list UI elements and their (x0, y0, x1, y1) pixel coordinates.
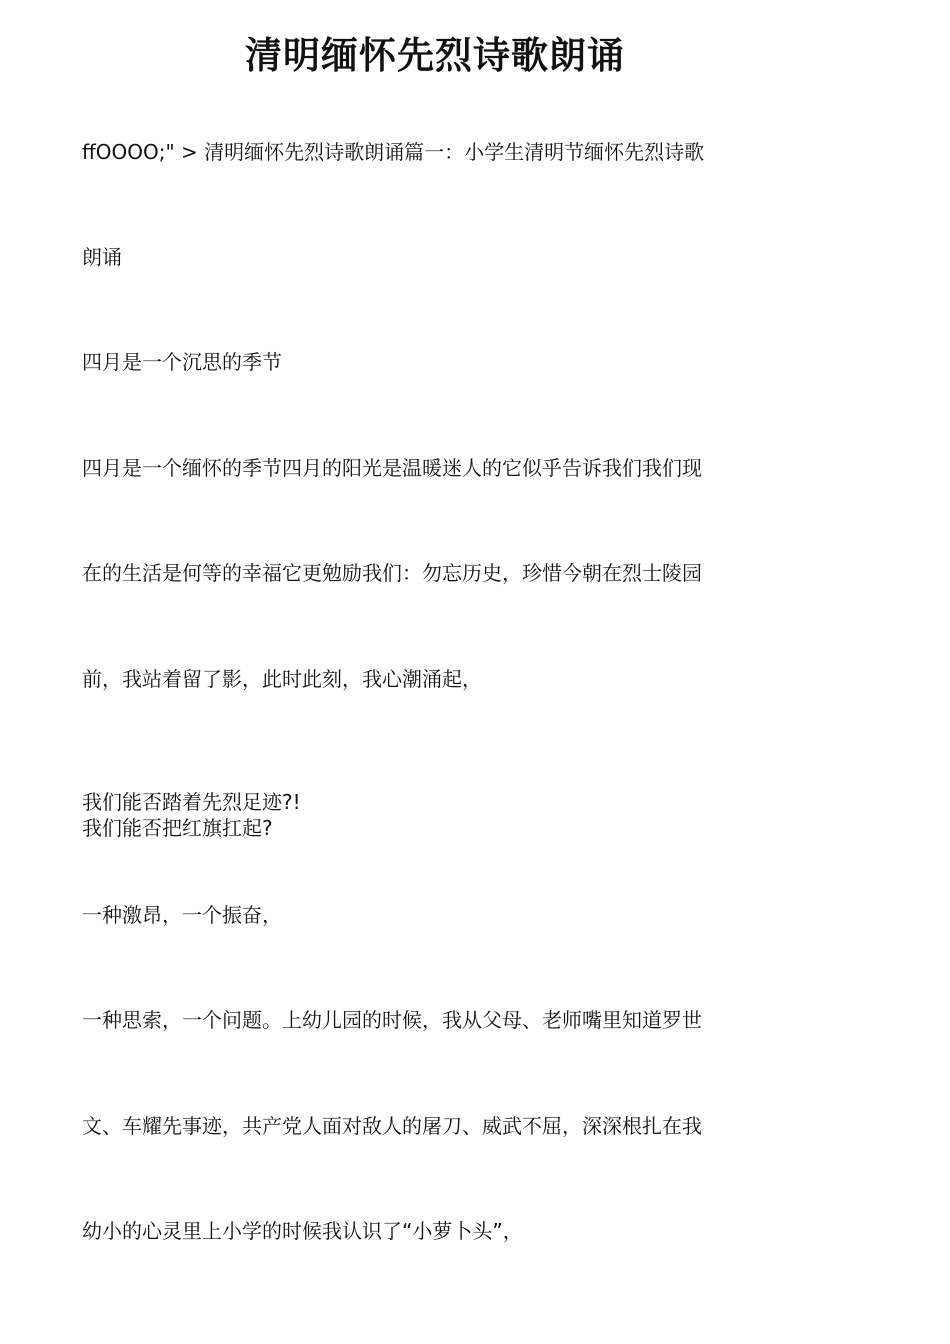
text-line: ffOOOO;" > 清明缅怀先烈诗歌朗诵篇一：小学生清明节缅怀先烈诗歌 (82, 140, 705, 164)
text-line: 我们能否踏着先烈足迹?! (82, 790, 301, 814)
text-line: 朗诵 (82, 245, 122, 269)
text-line: 幼小的心灵里上小学的时候我认识了“小萝卜头”， (82, 1219, 523, 1243)
document-title: 清明缅怀先烈诗歌朗诵 (245, 34, 625, 77)
text-line: 文、车耀先事迹，共产党人面对敌人的屠刀、威武不屈，深深根扎在我 (82, 1114, 702, 1138)
text-line: 在的生活是何等的幸福它更勉励我们：勿忘历史，珍惜今朝在烈士陵园 (82, 561, 702, 585)
text-line: 四月是一个沉思的季节 (82, 350, 282, 374)
text-line: 一种思索，一个问题。上幼儿园的时候，我从父母、老师嘴里知道罗世 (82, 1008, 702, 1032)
text-line: 四月是一个缅怀的季节四月的阳光是温暖迷人的它似乎告诉我们我们现 (82, 456, 702, 480)
text-line: 一种激昂，一个振奋， (82, 903, 282, 927)
text-line: 我们能否把红旗扛起? (82, 816, 273, 840)
text-line: 前，我站着留了影，此时此刻，我心潮涌起， (82, 667, 482, 691)
